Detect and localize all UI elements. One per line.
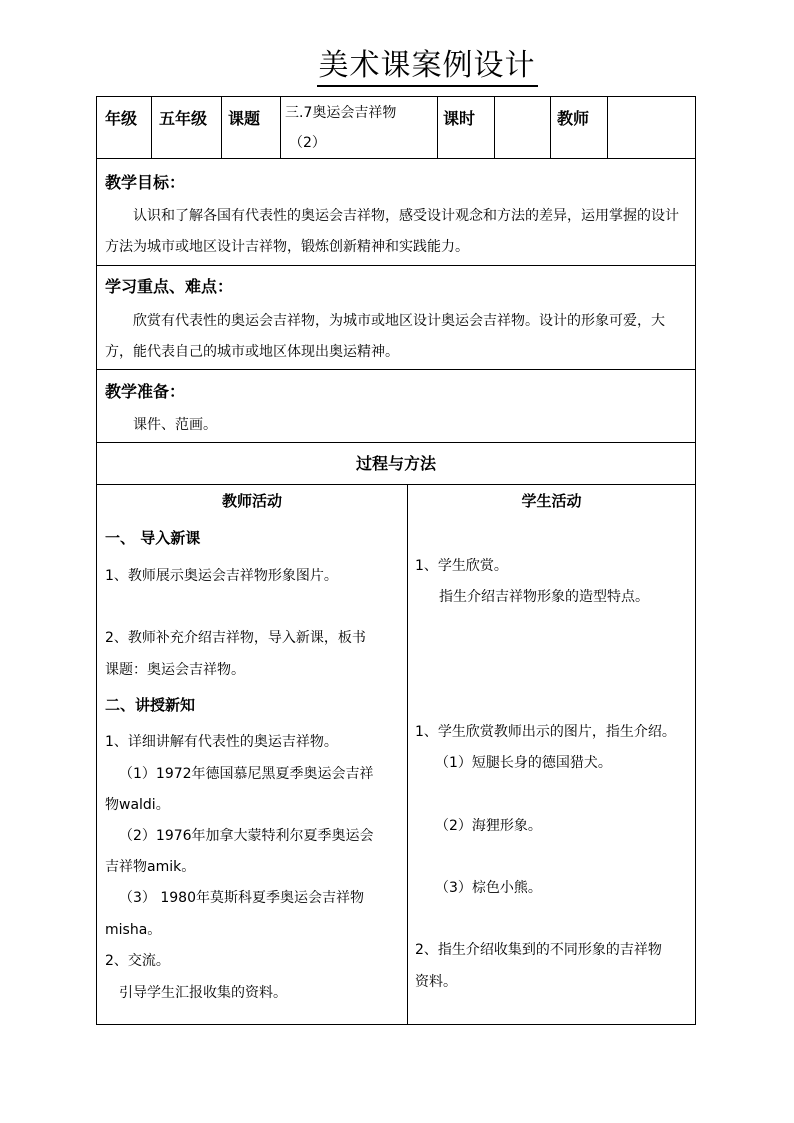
col-divider xyxy=(494,97,495,158)
grade-label: 年级 xyxy=(105,109,138,128)
teacher-line: （1）1972年德国慕尼黑夏季奥运会吉祥 xyxy=(119,766,374,782)
row-divider xyxy=(97,484,695,485)
teacher-line: （2）1976年加拿大蒙特利尔夏季奥运会 xyxy=(119,828,374,844)
goals-heading: 教学目标： xyxy=(105,173,186,192)
teacher-line: 课题：奥运会吉祥物。 xyxy=(105,662,245,678)
col-divider xyxy=(407,484,408,1024)
student-line: 指生介绍吉祥物形象的造型特点。 xyxy=(439,589,649,605)
key-points-heading: 学习重点、难点： xyxy=(105,277,234,296)
teacher-line: 物waldi。 xyxy=(105,797,170,813)
topic-value-line1: 三.7奥运会吉祥物 xyxy=(285,105,397,121)
page-title: 美术课案例设计 xyxy=(0,40,794,84)
preparation-heading: 教学准备： xyxy=(105,382,186,401)
student-activity-header: 学生活动 xyxy=(521,492,582,510)
topic-value-line2: （2） xyxy=(289,135,326,151)
teacher-line: misha。 xyxy=(105,922,162,938)
topic-label: 课题 xyxy=(228,109,261,128)
process-heading: 过程与方法 xyxy=(355,454,436,473)
col-divider xyxy=(607,97,608,158)
key-points-text: 欣赏有代表性的奥运会吉祥物，为城市或地区设计奥运会吉祥物。设计的形象可爱，大方，能代表自己的城市或地区体现出奥运精神。 xyxy=(105,313,665,360)
lesson-plan-table xyxy=(96,96,696,1025)
teacher-line: 2、交流。 xyxy=(105,953,170,969)
teacher-line: 2、教师补充介绍吉祥物，导入新课，板书 xyxy=(105,630,366,646)
teacher-line: 吉祥物amik。 xyxy=(105,859,196,875)
student-line: 1、学生欣赏。 xyxy=(415,558,508,574)
preparation-text: 课件、范画。 xyxy=(133,417,217,433)
section-heading: 二、讲授新知 xyxy=(105,696,196,714)
col-divider xyxy=(280,97,281,158)
row-divider xyxy=(97,265,695,266)
row-divider xyxy=(97,158,695,159)
col-divider xyxy=(550,97,551,158)
student-line: 资料。 xyxy=(415,974,457,990)
grade-value: 五年级 xyxy=(159,109,208,128)
goals-text: 认识和了解各国有代表性的奥运会吉祥物，感受设计观念和方法的差异，运用掌握的设计方法为城市或地区设计吉祥物，锻炼创新精神和实践能力。 xyxy=(105,208,679,255)
teacher-line: （3） 1980年莫斯科夏季奥运会吉祥物 xyxy=(119,890,364,906)
row-divider xyxy=(97,442,695,443)
teacher-label: 教师 xyxy=(557,109,590,128)
student-line: （1）短腿长身的德国猎犬。 xyxy=(435,755,612,771)
section-heading: 一、 导入新课 xyxy=(105,529,201,547)
teacher-line: 1、详细讲解有代表性的奥运吉祥物。 xyxy=(105,734,338,750)
student-line: 2、指生介绍收集到的不同形象的吉祥物 xyxy=(415,942,662,958)
teacher-line: 1、教师展示奥运会吉祥物形象图片。 xyxy=(105,568,338,584)
row-divider xyxy=(97,369,695,370)
teacher-line: 引导学生汇报收集的资料。 xyxy=(119,985,287,1001)
student-line: 1、学生欣赏教师出示的图片，指生介绍。 xyxy=(415,724,676,740)
col-divider xyxy=(151,97,152,158)
col-divider xyxy=(221,97,222,158)
student-line: （3）棕色小熊。 xyxy=(435,880,542,896)
teacher-activity-header: 教师活动 xyxy=(221,492,282,510)
hours-label: 课时 xyxy=(443,109,476,128)
col-divider xyxy=(437,97,438,158)
student-line: （2）海狸形象。 xyxy=(435,818,542,834)
